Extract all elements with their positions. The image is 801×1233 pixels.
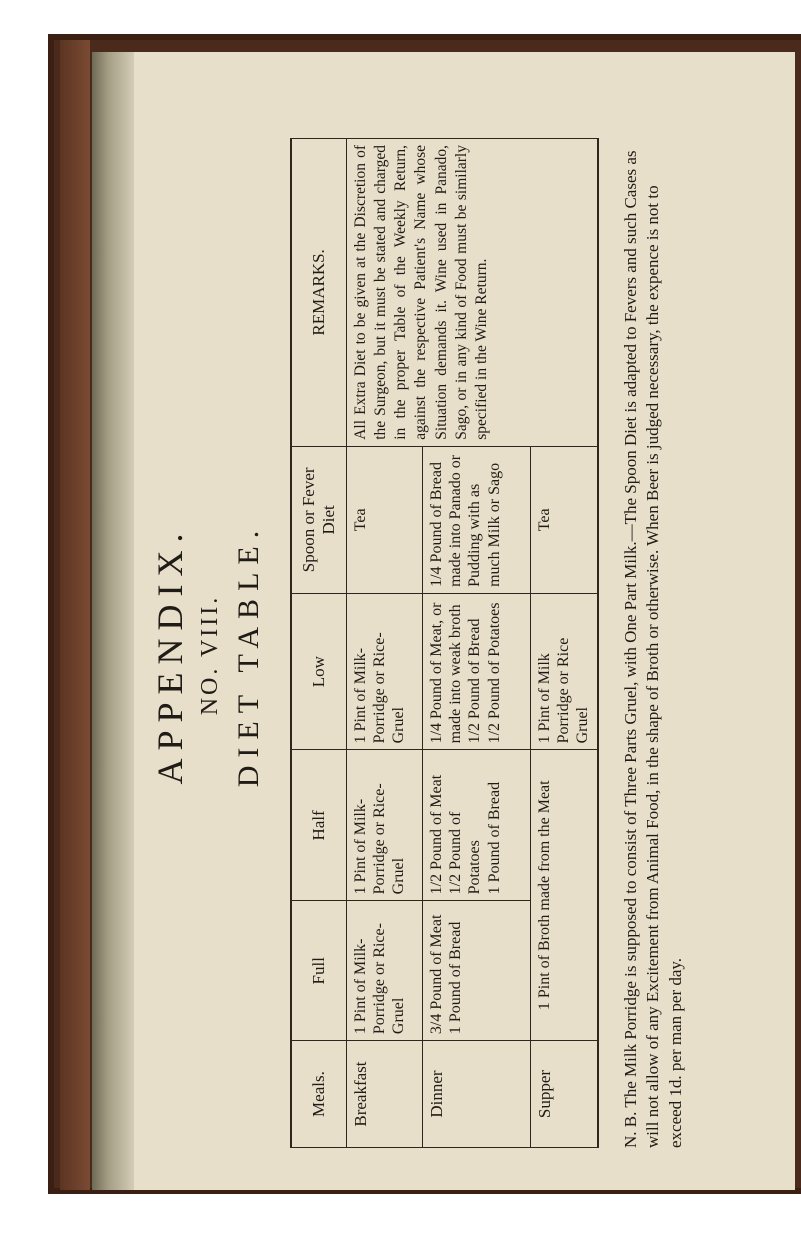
- dinner-low-line: 1/4 Pound of Meat, or made into weak broth: [428, 602, 465, 744]
- table-row-breakfast: [347, 139, 423, 1148]
- col-low: Low: [291, 593, 347, 750]
- meal-dinner: Dinner: [423, 1041, 531, 1148]
- remarks-text: All Extra Diet to be given at the Discretion of the Surgeon, but it must be stated and charged in the proper Table of the Weekly Return, against the respective Patient's Name whose Situation demands it. Wine used in Panado, Sago, or in any kind of Food must be similarly specified in the Wine Return.: [347, 139, 598, 447]
- footnote-label: N. B.: [621, 1111, 640, 1148]
- dinner-half-line: 1/2 Pound of Meat: [428, 774, 445, 895]
- page-header: [152, 140, 264, 1170]
- dinner-low: [423, 593, 531, 750]
- table-header-row: [291, 139, 347, 1148]
- footnote-text: The Milk Porridge is supposed to consist of Three Parts Gruel, with One Part Milk.—The Spoon Diet is adapted to Fevers and such Cases as will not allow of any Excitement from Animal Food, in the shape of Broth or otherwise. When Beer is judged necessary, the expence is not to exceed 1d. per man per day.: [621, 150, 685, 1148]
- dinner-full-line: 3/4 Pound of Meat: [428, 914, 445, 1035]
- book-spine: [60, 40, 90, 1190]
- appendix-number: NO. VIII.: [197, 594, 223, 716]
- diet-table: [290, 138, 599, 1148]
- dinner-low-line: 1/2 Pound of Potatoes: [485, 602, 503, 744]
- dinner-low-line: 1/2 Pound of Bread: [466, 618, 484, 744]
- breakfast-half: 1 Pint of Milk-Porridge or Rice-Gruel: [347, 750, 423, 901]
- col-half: Half: [291, 750, 347, 901]
- footnote: [620, 138, 687, 1148]
- meal-supper: Supper: [531, 1041, 598, 1148]
- dinner-half-line: 1/2 Pound of Potatoes: [447, 811, 484, 895]
- dinner-full-line: 1 Pound of Bread: [447, 921, 465, 1035]
- appendix-title: APPENDIX.: [150, 525, 190, 785]
- meal-breakfast: Breakfast: [347, 1041, 423, 1148]
- supper-full-half: 1 Pint of Broth made from the Meat: [531, 750, 598, 1041]
- dinner-full: [423, 901, 531, 1041]
- dinner-spoon: 1/4 Pound of Bread made into Panado or Pudding with as much Milk or Sago: [423, 446, 531, 593]
- breakfast-spoon: Tea: [347, 446, 423, 593]
- supper-low: 1 Pint of Milk Porridge or Rice Gruel: [531, 593, 598, 750]
- breakfast-low: 1 Pint of Milk-Porridge or Rice-Gruel: [347, 593, 423, 750]
- supper-spoon: Tea: [531, 446, 598, 593]
- col-remarks: REMARKS.: [291, 139, 347, 447]
- diet-table-title: DIET TABLE.: [232, 522, 265, 788]
- dinner-half: [423, 750, 531, 901]
- col-meals: Meals.: [291, 1041, 347, 1148]
- rotated-page-content: [140, 140, 700, 1170]
- dinner-half-line: 1 Pound of Bread: [485, 781, 503, 895]
- col-spoon: Spoon or Fever Diet: [291, 446, 347, 593]
- col-full: Full: [291, 901, 347, 1041]
- breakfast-full: 1 Pint of Milk-Porridge or Rice-Gruel: [347, 901, 423, 1041]
- page-gutter: [92, 52, 134, 1190]
